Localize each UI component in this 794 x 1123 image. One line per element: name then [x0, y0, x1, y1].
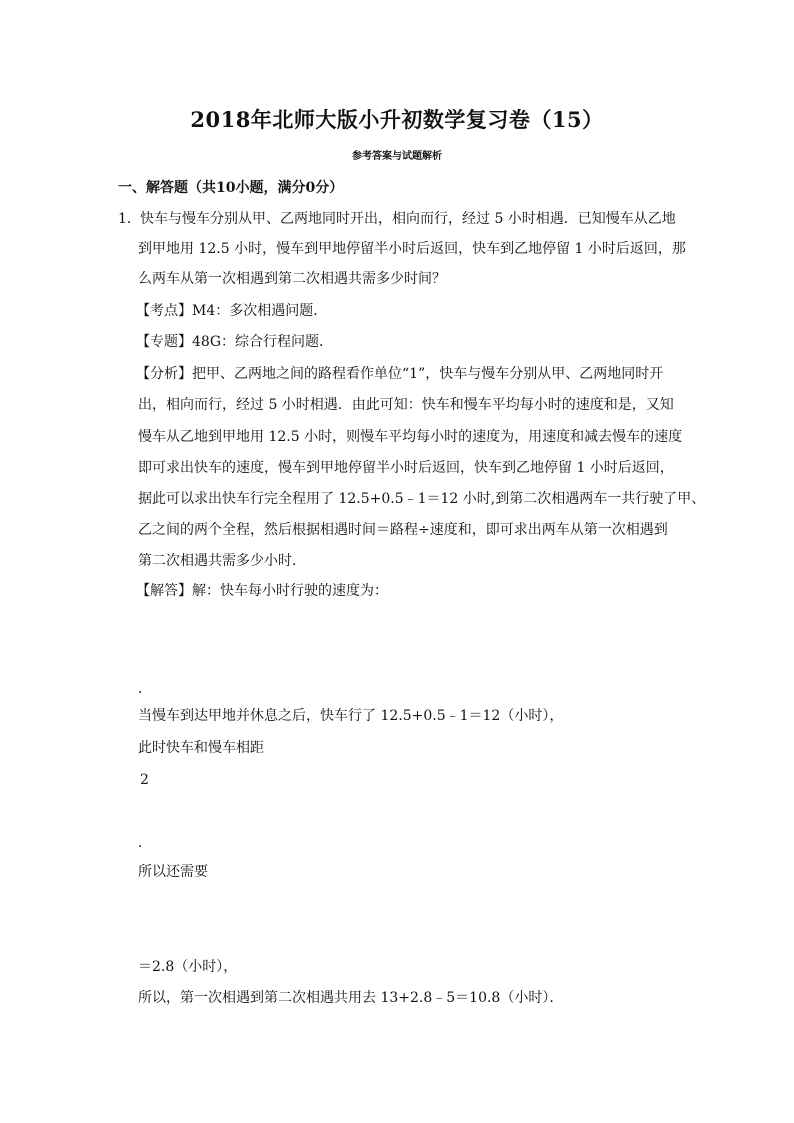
fenxi-line-4: 即可求出快车的速度，慢车到甲地停留半小时后返回，快车到乙地停留 1 小时后返回，: [138, 460, 674, 476]
solution-line-5: ＝2.8（小时），: [138, 959, 238, 975]
solution-line-4: 所以还需要: [138, 864, 208, 880]
fenxi-line-1: 【分析】把甲、乙两地之间的路程看作单位“1”，快车与慢车分别从甲、乙两地同时开: [136, 366, 664, 382]
solution-dot-2: ．: [138, 835, 152, 851]
fenxi-line-5: 据此可以求出快车行完全程用了 12.5+0.5﹣1＝12 小时,到第二次相遇两车一共行驶了甲、: [138, 491, 706, 507]
fenxi-line-7: 第二次相遇共需多少小时．: [138, 553, 306, 569]
fenxi-line-2: 出，相向而行，经过 5 小时相遇．由此可知：快车和慢车平均每小时的速度和是，又知: [138, 397, 674, 413]
fenxi-line-6: 乙之间的两个全程，然后根据相遇时间＝路程÷速度和，即可求出两车从第一次相遇到: [138, 522, 668, 538]
page-title: 2018年北师大版小升初数学复习卷（15）: [190, 107, 604, 132]
question-number: 1．: [118, 211, 141, 227]
solution-line-2: 此时快车和慢车相距: [138, 740, 264, 756]
page-subtitle: 参考答案与试题解析: [352, 151, 442, 162]
solution-dot-1: ．: [138, 681, 152, 697]
solution-line-6: 所以，第一次相遇到第二次相遇共用去 13+2.8﹣5＝10.8（小时）．: [138, 990, 564, 1006]
question-line-1: 快车与慢车分别从甲、乙两地同时开出，相向而行，经过 5 小时相遇．已知慢车从乙地: [140, 211, 676, 227]
kaodian-line: 【考点】M4：多次相遇问题．: [136, 303, 328, 319]
zhuanti-line: 【专题】48G：综合行程问题．: [136, 334, 333, 350]
question-line-2: 到甲地用 12.5 小时，慢车到甲地停留半小时后返回，快车到乙地停留 1 小时后返回，那: [138, 241, 686, 257]
fenxi-line-3: 慢车从乙地到甲地用 12.5 小时，则慢车平均每小时的速度为，用速度和减去慢车的速度: [138, 429, 683, 445]
jieda-line: 【解答】解：快车每小时行驶的速度为：: [136, 583, 388, 599]
solution-line-3: 2: [140, 772, 149, 788]
question-line-3: 么两车从第一次相遇到第二次相遇共需多少时间？: [138, 271, 446, 287]
solution-line-1: 当慢车到达甲地并休息之后，快车行了 12.5+0.5﹣1＝12（小时），: [138, 708, 564, 724]
section-heading: 一、解答题（共10小题，满分0分）: [118, 180, 344, 196]
